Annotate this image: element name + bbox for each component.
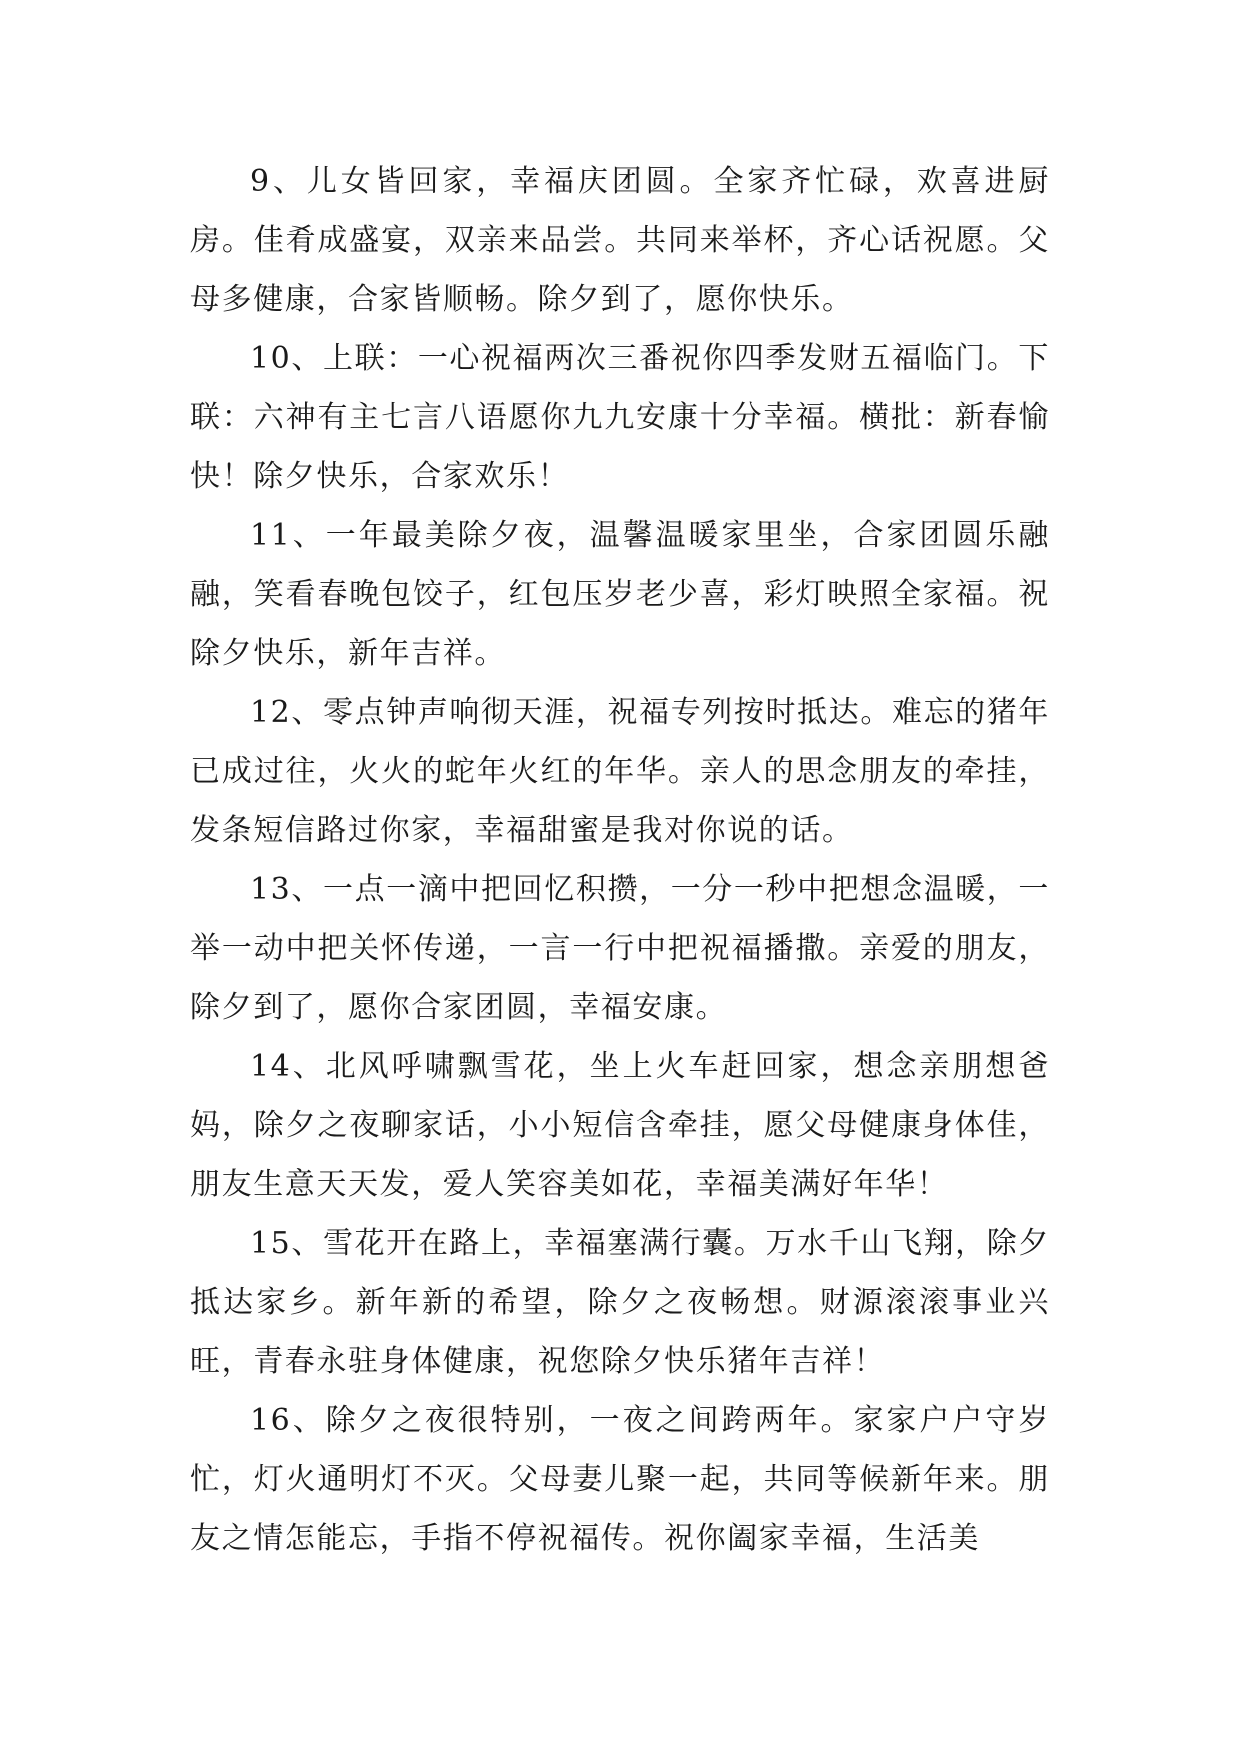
- paragraph-12: 12、零点钟声响彻天涯，祝福专列按时抵达。难忘的猪年已成过往，火火的蛇年火红的年华。亲人的思念朋友的牵挂，发条短信路过你家，幸福甜蜜是我对你说的话。: [190, 695, 1050, 848]
- paragraph-10: 10、上联：一心祝福两次三番祝你四季发财五福临门。下联：六神有主七言八语愿你九九安康十分幸福。横批：新春愉快！除夕快乐，合家欢乐！: [190, 341, 1050, 494]
- paragraph-15: 15、雪花开在路上，幸福塞满行囊。万水千山飞翔，除夕抵达家乡。新年新的希望，除夕之夜畅想。财源滚滚事业兴旺，青春永驻身体健康，祝您除夕快乐猪年吉祥！: [190, 1226, 1050, 1379]
- paragraph-16: 16、除夕之夜很特别，一夜之间跨两年。家家户户守岁忙，灯火通明灯不灭。父母妻儿聚一起，共同等候新年来。朋友之情怎能忘，手指不停祝福传。祝你阖家幸福，生活美: [190, 1403, 1050, 1556]
- paragraph-11: 11、一年最美除夕夜，温馨温暖家里坐，合家团圆乐融融，笑看春晚包饺子，红包压岁老少喜，彩灯映照全家福。祝除夕快乐，新年吉祥。: [190, 518, 1050, 671]
- paragraph-13: 13、一点一滴中把回忆积攒，一分一秒中把想念温暖，一举一动中把关怀传递，一言一行中把祝福播撒。亲爱的朋友，除夕到了，愿你合家团圆，幸福安康。: [190, 872, 1050, 1025]
- paragraph-14: 14、北风呼啸飘雪花，坐上火车赶回家，想念亲朋想爸妈，除夕之夜聊家话，小小短信含牵挂，愿父母健康身体佳，朋友生意天天发，爱人笑容美如花，幸福美满好年华！: [190, 1049, 1050, 1202]
- paragraph-9: 9、儿女皆回家，幸福庆团圆。全家齐忙碌，欢喜进厨房。佳肴成盛宴，双亲来品尝。共同来举杯，齐心话祝愿。父母多健康，合家皆顺畅。除夕到了，愿你快乐。: [190, 164, 1050, 317]
- document-body: [190, 152, 1050, 1568]
